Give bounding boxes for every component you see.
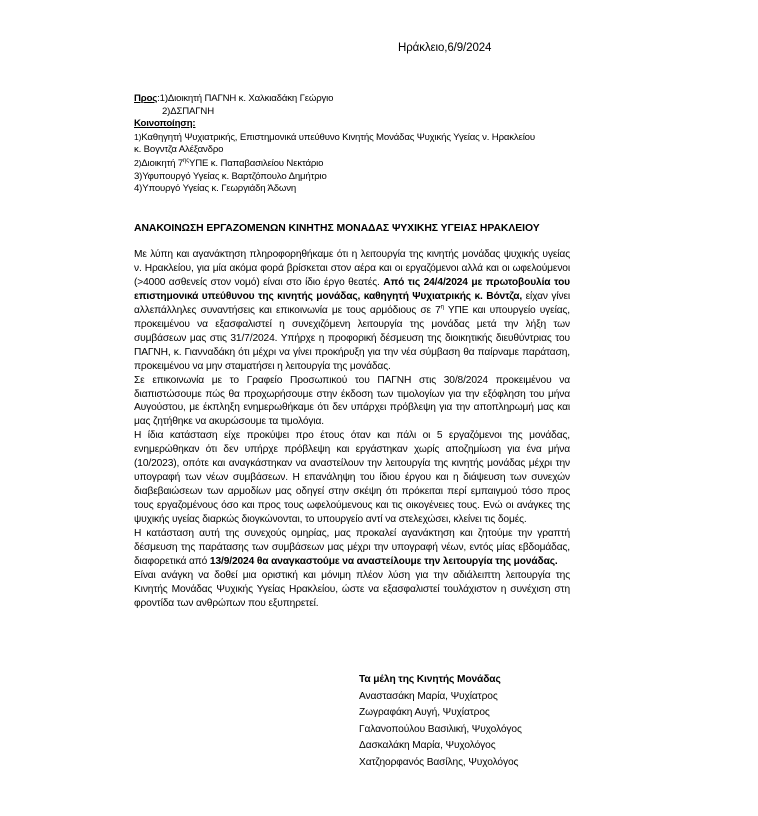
signatory: Ζωγραφάκη Αυγή, Ψυχίατρος xyxy=(359,707,490,718)
to-line xyxy=(134,93,574,106)
paragraph-text: Η κατάσταση αυτή της συνεχούς ομηρίας, μας προκαλεί αγανάκτηση και ζητούμε την γραπτή δέσμευση της παράτασης των συμβάσεων μας μέχρι την υπογραφή νέων, εντός μίας εβδομάδας, διαφορετικά από xyxy=(134,528,570,567)
cc-label: Κοινοποίηση: xyxy=(134,118,196,130)
superscript: η xyxy=(440,304,444,311)
paragraph-text: Με λύπη και αγανάκτηση πληροφορηθήκαμε ότι η λειτουργία της κινητής μονάδας ψυχικής υγείας ν. Ηρακλείου, για μία ακόμα φορά βρίσκεται στον αέρα και οι εργαζόμενοι αλλά και οι ωφελούμενοι (>4000 ασθενείς στον νομό) είναι στο ίδιο έργο θεατές. xyxy=(134,249,570,288)
cc-item-prefix: 4) xyxy=(134,183,143,195)
to-recipient-2: 2)ΔΣΠΑΓΝΗ xyxy=(162,105,214,117)
date-line: Ηράκλειο,6/9/2024 xyxy=(398,42,492,54)
paragraph-1 xyxy=(134,248,570,374)
to-recipient-1: 1)Διοικητή ΠΑΓΝΗ κ. Χαλκιαδάκη Γεώργιο xyxy=(159,93,334,104)
superscript: ης xyxy=(183,157,189,164)
signature-heading: Τα μέλη της Κινητής Μονάδας xyxy=(359,674,501,685)
cc-item-1-continued: κ. Βογντζα Αλέξανδρο xyxy=(134,144,224,156)
paragraph-2: Σε επικοινωνία με το Γραφείο Προσωπικού του ΠΑΓΝΗ στις 30/8/2024 προκειμένου να διαπιστώσουμε πώς θα προχωρήσουμε στην έκδοση των τιμολογίων για την εξόφληση του μήνα Αυγούστου, με έκπληξη ενημερωθήκαμε ότι δεν υπάρχει πρόβλεψη για την αποπληρωμή μας και μας ζητήθηκε να ακυρώσουμε τα τιμολόγια. xyxy=(134,374,570,428)
cc-item-text: Υφυπουργό Υγείας κ. Βαρτζόπουλο Δημήτριο xyxy=(142,170,327,182)
paragraph-text: ΥΠΕ και υπουργείο υγείας, προκειμένου να εξασφαλιστεί η συνεχιζόμενη λειτουργία της μονάδας μετά την λήξη των συμβάσεων μας στις 31/7/2024. Υπήρχε η προφορική δέσμευση της διοικητικής διευθύντριας του ΠΑΓΝΗ, κ. Γιανναδάκη ότι μέχρι να γίνει προκήρυξη για την νέα σύμβαση θα παίρναμε παράταση, προκειμένου να μην σταματήσει η λειτουργία της μονάδας. xyxy=(134,304,570,372)
to-separator: : xyxy=(157,93,160,104)
paragraph-bold-text: 13/9/2024 θα αναγκαστούμε να αναστείλουμε την λειτουργία της μονάδας. xyxy=(209,555,558,567)
cc-item-1 xyxy=(134,131,574,145)
cc-item-text: Διοικητή 7 xyxy=(141,157,184,169)
cc-item-3 xyxy=(134,171,574,184)
signatory: Γαλανοπούλου Βασιλική, Ψυχολόγος xyxy=(359,723,522,735)
signatory: Χατζηορφανός Βασίλης, Ψυχολόγος xyxy=(359,756,519,768)
cc-item-prefix: 1) xyxy=(134,131,142,142)
paragraph-bold-text: Από τις 24/4/2024 με πρωτοβουλία του επιστημονικά υπεύθυνου της κινητής μονάδας, καθηγητή Ψυχιατρικής κ. Βόντζα, xyxy=(134,276,570,302)
paragraph-4 xyxy=(134,527,570,569)
announcement-title: ΑΝΑΚΟΙΝΩΣΗ ΕΡΓΑΖΟΜΕΝΩΝ ΚΙΝΗΤΗΣ ΜΟΝΑΔΑΣ ΨΥΧΙΚΗΣ ΥΓΕΙΑΣ ΗΡΑΚΛΕΙΟΥ xyxy=(134,223,540,234)
cc-item-prefix: 3) xyxy=(134,170,143,182)
cc-item-prefix: 2) xyxy=(134,157,142,168)
cc-item-text: ΥΠΕ κ. Παπαβασιλείου Νεκτάριο xyxy=(188,157,324,169)
paragraph-3: Η ίδια κατάσταση είχε προκύψει προ έτους όταν και πάλι οι 5 εργαζόμενοι της μονάδας, ενημερώθηκαν ότι δεν υπήρχε πρόβλεψη και εργάστηκαν χωρίς αποζημίωση για ένα μήνα (10/2023), οπότε και αναγκάστηκαν να αναστείλουν την λειτουργία της κινητής μονάδας μέχρι την υπογραφή των νέων συμβάσεων. Η επανάληψη του ίδιου έργου και η διάψευση των συνεχών διαβεβαιώσεων των αρμοδίων μας οδηγεί στην σκέψη ότι πρόκειται περί εμπαιγμού τόσο προς τους εργαζομένους όσο και προς τους ωφελούμενους και τις οικογένειες τους. Ενώ οι ανάγκες της ψυχικής υγείας διαρκώς διογκώνονται, το υπουργείο αντί να στελεχώσει, κλείνει τις δομές. xyxy=(134,430,570,526)
paragraph-5: Είναι ανάγκη να δοθεί μια οριστική και μόνιμη πλέον λύση για την αδιάλειπτη λειτουργία της Κινητής Μονάδας Ψυχικής Υγείας Ηρακλείου, ώστε να εξασφαλιστεί τουλάχιστον η συνέχιση στη φροντίδα των ανθρώπων που εξυπηρετεί. xyxy=(134,569,570,609)
cc-item-text: Καθηγητή Ψυχιατρικής, Επιστημονικά υπεύθυνο Κινητής Μονάδας Ψυχικής Υγείας ν. Ηρακλείου xyxy=(141,131,535,143)
cc-item-4 xyxy=(134,183,574,196)
signatory: Αναστασάκη Μαρία, Ψυχίατρος xyxy=(359,690,498,702)
to-label: Προς xyxy=(134,93,158,104)
cc-item-2 xyxy=(134,157,574,171)
paragraph-text: είχαν γίνει αλλεπάλληλες συναντήσεις και επικοινωνία με τους αρμόδιους σε 7 xyxy=(134,290,571,316)
recipients-block xyxy=(134,93,574,196)
signatory: Δασκαλάκη Μαρία, Ψυχολόγος xyxy=(359,740,496,751)
announcement-body xyxy=(134,248,570,611)
cc-item-text: Υπουργό Υγείας κ. Γεωργιάδη Άδωνη xyxy=(142,183,297,195)
signature-block xyxy=(359,672,599,771)
